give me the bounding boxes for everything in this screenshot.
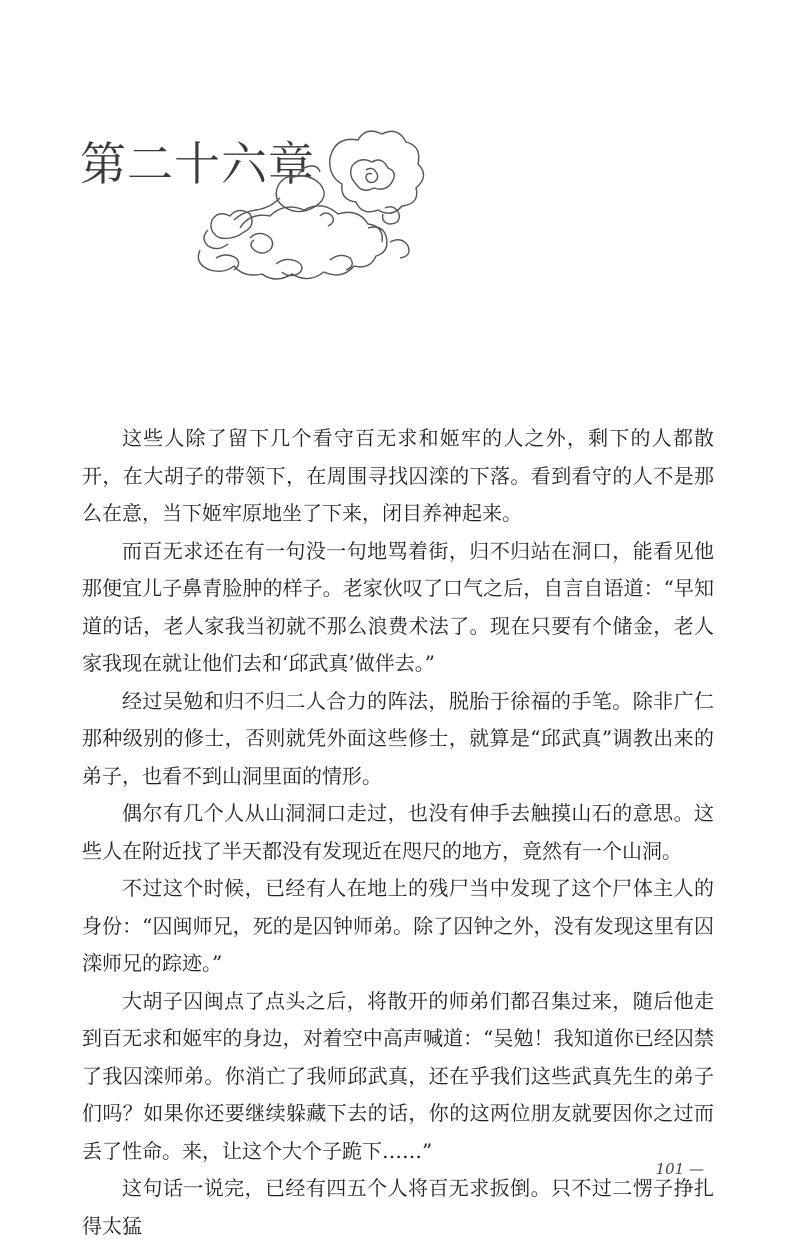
paragraph: 大胡子囚闽点了点头之后，将散开的师弟们都召集过来，随后他走到百无求和姬牢的身边，对着空中高声喊道：“吴勉！我知道你已经囚禁了我囚滦师弟。你消亡了我师邱武真，还在乎我们这些武真先生的弟子们吗？如果你还要继续躲藏下去的话，你的这两位朋友就要因你之过而丢了性命。来，让这个大个子跪下……” — [82, 988, 714, 1163]
paragraph: 不过这个时候，已经有人在地上的残尸当中发现了这个尸体主人的身份：“囚闽师兄，死的是囚钟师弟。除了囚钟之外，没有发现这里有囚滦师兄的踪迹。” — [82, 876, 714, 975]
paragraph: 而百无求还在有一句没一句地骂着街，归不归站在洞口，能看见他那便宜儿子鼻青脸肿的样子。老家伙叹了口气之后，自言自语道：“早知道的话，老人家我当初就不那么浪费术法了。现在只要有个储金，老人家我现在就让他们去和‘邱武真’做伴去。” — [82, 538, 714, 675]
cloud-dragon-ornament — [180, 118, 440, 288]
paragraph: 偶尔有几个人从山洞洞口走过，也没有伸手去触摸山石的意思。这些人在附近找了半天都没有发现近在咫尺的地方，竟然有一个山洞。 — [82, 801, 714, 863]
page-number: 101 — — [655, 1160, 704, 1178]
paragraph: 这句话一说完，已经有四五个人将百无求扳倒。只不过二愣子挣扎得太猛 — [82, 1176, 714, 1238]
chapter-title: 第二十六章 — [80, 138, 315, 190]
paragraph: 这些人除了留下几个看守百无求和姬牢的人之外，剩下的人都散开，在大胡子的带领下，在周围寻找囚滦的下落。看到看守的人不是那么在意，当下姬牢原地坐了下来，闭目养神起来。 — [82, 426, 714, 525]
body-text — [82, 420, 714, 1245]
paragraph: 经过吴勉和归不归二人合力的阵法，脱胎于徐福的手笔。除非广仁那种级别的修士，否则就凭外面这些修士，就算是“邱武真”调教出来的弟子，也看不到山洞里面的情形。 — [82, 688, 714, 788]
